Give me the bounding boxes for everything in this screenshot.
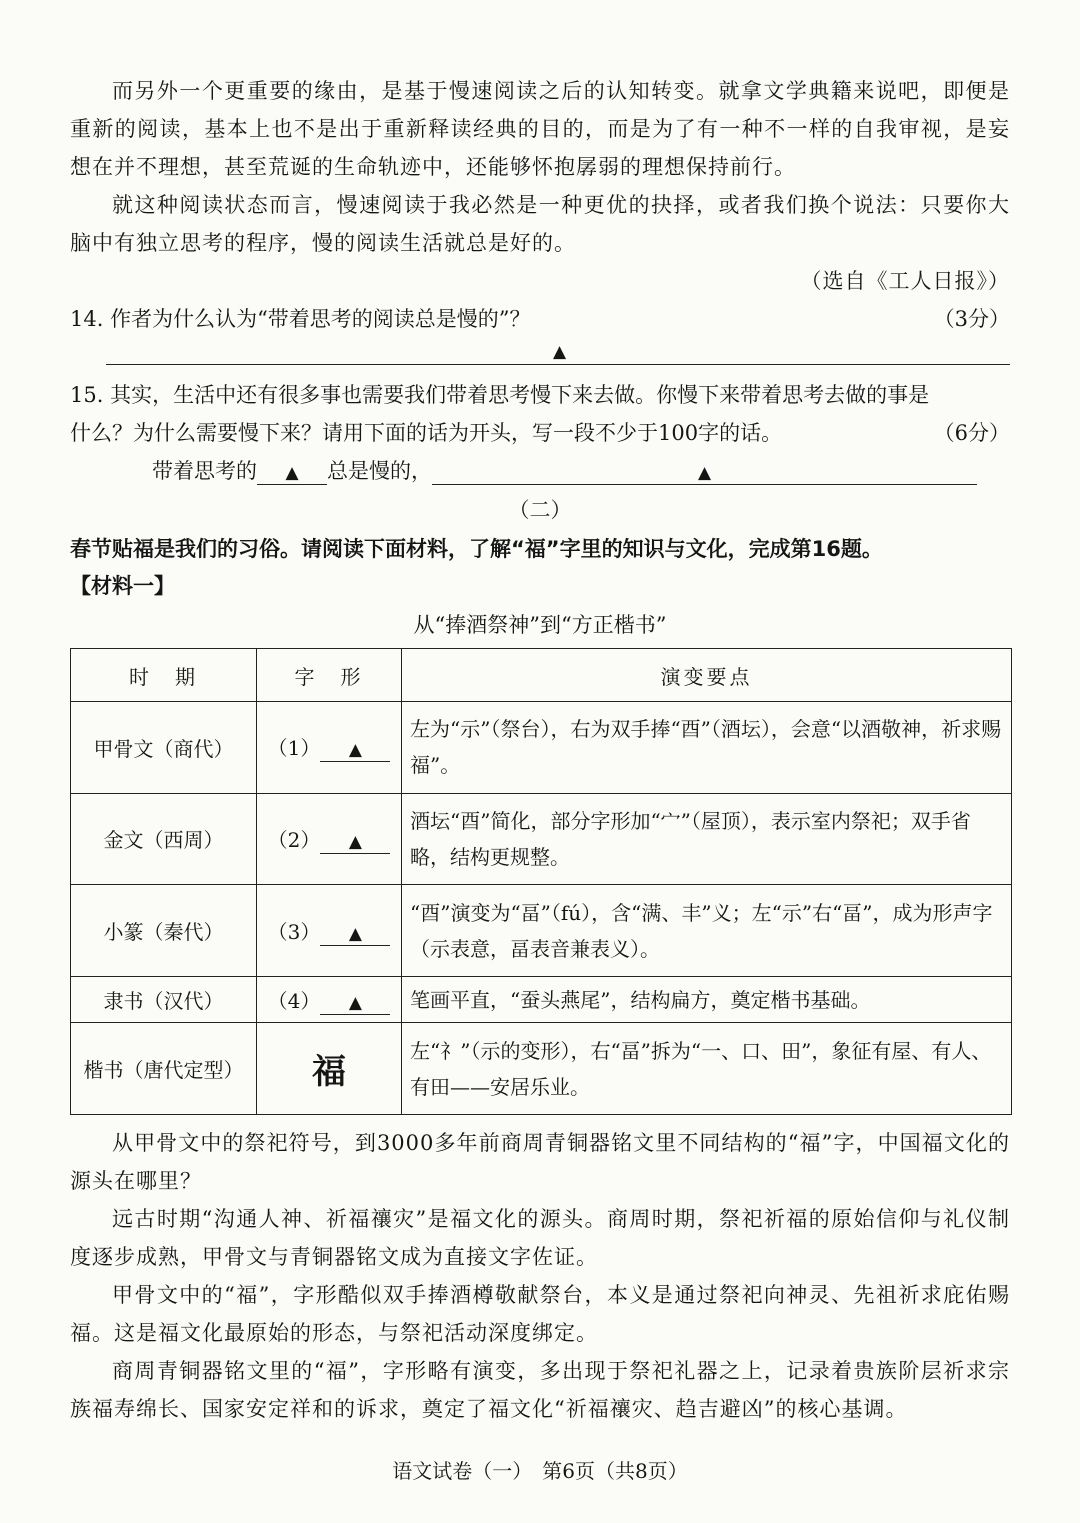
question-15	[70, 376, 1010, 452]
question-14-text: 14. 作者为什么认为“带着思考的阅读总是慢的”？	[70, 307, 531, 331]
form-cell	[257, 702, 402, 794]
period-cell: 金文（西周）	[71, 793, 257, 885]
intro-paragraph-2: 就这种阅读状态而言，慢速阅读于我必然是一种更优的抉择，或者我们换个说法：只要你大脑中有独立思考的程序，慢的阅读生活就总是好的。	[70, 193, 1010, 255]
points-cell: 左为“示”（祭台），右为双手捧“酉”（酒坛），会意“以酒敬神，祈求赐福”。	[402, 702, 1012, 794]
period-cell: 隶书（汉代）	[71, 976, 257, 1022]
after-paragraph-1: 从甲骨文中的祭祀符号，到3000多年前商周青铜器铭文里不同结构的“福”字，中国福文化的源头在哪里？	[70, 1131, 1010, 1193]
form-blank[interactable]	[320, 737, 390, 762]
question-15-prompt	[152, 452, 1010, 490]
points-cell: 笔画平直，“蚕头燕尾”，结构扁方，奠定楷书基础。	[402, 976, 1012, 1022]
source-citation: （选自《工人日报》）	[800, 269, 1010, 293]
form-blank[interactable]	[320, 990, 390, 1015]
question-15-prompt-end: 总是慢的，	[327, 459, 432, 483]
table-title: 从“捧酒祭神”到“方正楷书”	[413, 613, 667, 637]
after-paragraph-2: 远古时期“沟通人神、祈福禳灾”是福文化的源头。商周时期，祭祀祈福的原始信仰与礼仪制度逐步成熟，甲骨文与青铜器铭文成为直接文字佐证。	[70, 1207, 1010, 1269]
question-15-prompt-start: 带着思考的	[152, 459, 257, 483]
period-cell: 小篆（秦代）	[71, 885, 257, 977]
form-label: （1）	[267, 736, 321, 761]
section-two-heading: （二）	[508, 498, 572, 522]
points-cell: 酒坛“酉”简化，部分字形加“宀”（屋顶），表示室内祭祀；双手省略，结构更规整。	[402, 793, 1012, 885]
question-15-answer-line[interactable]	[432, 460, 977, 485]
question-15-text: 15. 其实，生活中还有很多事也需要我们带着思考慢下来去做。你慢下来带着思考去做的事是什么？为什么需要慢下来？请用下面的话为开头，写一段不少于100字的话。	[70, 383, 930, 445]
question-15-score: （6分）	[933, 421, 1010, 445]
table-row	[71, 793, 1012, 885]
form-cell	[257, 976, 402, 1022]
form-blank[interactable]	[320, 921, 390, 946]
form-cell	[257, 885, 402, 977]
form-label: （3）	[267, 919, 321, 944]
form-blank-mark: ▲	[348, 740, 362, 761]
table-row	[71, 976, 1012, 1022]
table-row	[71, 885, 1012, 977]
period-cell: 楷书（唐代定型）	[71, 1023, 257, 1115]
kaishu-fu-character: 福	[312, 1052, 346, 1093]
header-form: 字 形	[257, 649, 402, 702]
period-cell: 甲骨文（商代）	[71, 702, 257, 794]
question-15-answer-mark: ▲	[697, 463, 712, 483]
form-blank[interactable]	[320, 829, 390, 854]
form-cell	[257, 1023, 402, 1115]
form-label: （4）	[267, 988, 321, 1013]
form-blank-mark: ▲	[348, 923, 362, 944]
page-footer: 语文试卷（一） 第6页（共8页）	[392, 1459, 688, 1483]
intro-paragraph-1: 而另外一个更重要的缘由，是基于慢速阅读之后的认知转变。就拿文学典籍来说吧，即便是重新的阅读，基本上也不是出于重新释读经典的目的，而是为了有一种不一样的自我审视，是妄想在并不理想，甚至荒诞的生命轨迹中，还能够怀抱孱弱的理想保持前行。	[70, 79, 1010, 179]
form-blank-mark: ▲	[348, 992, 362, 1013]
header-period: 时 期	[71, 649, 257, 702]
form-label: （2）	[267, 827, 321, 852]
question-14-answer-mark: ▲	[553, 342, 567, 362]
points-cell: “酉”演变为“畐”（fú），含“满、丰”义；左“示”右“畐”，成为形声字（示表意，畐表音兼表义）。	[402, 885, 1012, 977]
material-one-label: 【材料一】	[70, 574, 175, 598]
question-14-answer-line[interactable]	[106, 364, 1010, 365]
after-paragraph-4: 商周青铜器铭文里的“福”，字形略有演变，多出现于祭祀礼器之上，记录着贵族阶层祈求宗族福寿绵长、国家安定祥和的诉求，奠定了福文化“祈福禳灾、趋吉避凶”的核心基调。	[70, 1359, 1010, 1421]
after-paragraph-3: 甲骨文中的“福”，字形酷似双手捧酒樽敬献祭台，本义是通过祭祀向神灵、先祖祈求庇佑赐福。这是福文化最原始的形态，与祭祀活动深度绑定。	[70, 1283, 1010, 1345]
form-blank-mark: ▲	[348, 831, 362, 852]
question-14-score: （3分）	[933, 307, 1010, 331]
points-cell: 左“礻”（示的变形），右“畐”拆为“一、口、田”，象征有屋、有人、有田——安居乐业。	[402, 1023, 1012, 1115]
table-header-row	[71, 649, 1012, 702]
form-cell	[257, 793, 402, 885]
question-15-blank-1[interactable]	[257, 460, 327, 485]
character-evolution-table	[70, 648, 1012, 1115]
question-15-blank-mark: ▲	[285, 463, 299, 483]
section-two-instruction: 春节贴福是我们的习俗。请阅读下面材料，了解“福”字里的知识与文化，完成第16题。	[70, 537, 883, 561]
table-row	[71, 702, 1012, 794]
header-points: 演变要点	[402, 649, 1012, 702]
question-14	[70, 300, 1010, 338]
table-row	[71, 1023, 1012, 1115]
